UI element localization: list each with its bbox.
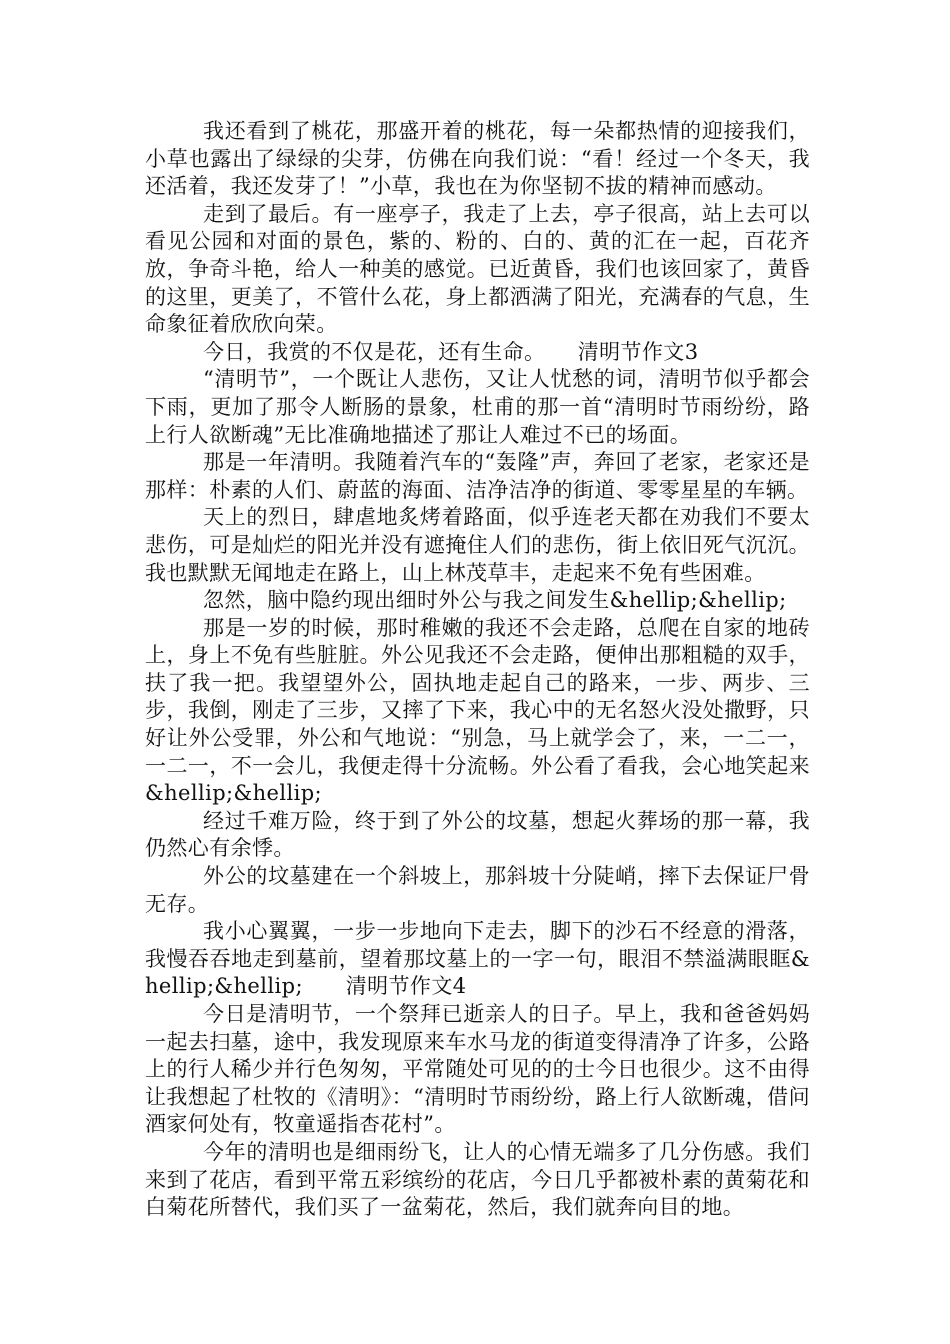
paragraph-essay-3-heading: 今日，我赏的不仅是花，还有生命。 清明节作文3 bbox=[203, 339, 699, 364]
paragraph-pavilion: 走到了最后。有一座亭子，我走了上去，亭子很高，站上去可以看见公园和对面的景色，紫的、粉的、白的、黄的汇在一起，百花齐放，争奇斗艳，给人一种美的感觉。已近黄昏，我们也该回家了，黄昏的这里，更美了，不管什么花，身上都洒满了阳光，充满春的气息，生命象征着欣欣向荣。 bbox=[145, 201, 810, 337]
paragraph-slope: 外公的坟墓建在一个斜坡上，那斜坡十分陡峭，摔下去保证尸骨无存。 bbox=[145, 864, 810, 916]
document-body bbox=[145, 118, 810, 1222]
paragraph-memory: 忽然，脑中隐约现出细时外公与我之间发生&hellip;&hellip; bbox=[203, 588, 787, 613]
paragraph-learning-to-walk: 那是一岁的时候，那时稚嫩的我还不会走路，总爬在自家的地砖上，身上不免有些脏脏。外公见我还不会走路，便伸出那粗糙的双手，扶了我一把。我望望外公，固执地走起自己的路来，一步、两步、三步，我倒，刚走了三步，又摔了下来，我心中的无名怒火没处撒野，只好让外公受罪，外公和气地说：“别急，马上就学会了，来，一二一，一二一，不一会儿，我便走得十分流畅。外公看了看我，会心地笑起来&hellip;&hellip; bbox=[145, 615, 810, 806]
paragraph-scorching-sun: 天上的烈日，肆虐地炙烤着路面，似乎连老天都在劝我们不要太悲伤，可是灿烂的阳光并没有遮掩住人们的悲伤，街上依旧死气沉沉。我也默默无闻地走在路上，山上林茂草丰，走起来不免有些困难。 bbox=[145, 505, 810, 585]
paragraph-hometown: 那是一年清明。我随着汽车的“轰隆”声，奔回了老家，老家还是那样：朴素的人们、蔚蓝的海面、洁净洁净的街道、零零星星的车辆。 bbox=[145, 450, 810, 502]
paragraph-tears: 我小心翼翼，一步一步地向下走去，脚下的沙石不经意的滑落，我慢吞吞地走到墓前，望着那坟墓上的一字一句，眼泪不禁溢满眼眶&hellip;&hellip; 清明节作文4 bbox=[145, 919, 810, 999]
paragraph-qingming-day: 今日是清明节，一个祭拜已逝亲人的日子。早上，我和爸爸妈妈一起去扫墓，途中，我发现原来车水马龙的街道变得清净了许多，公路上的行人稀少并行色匆匆，平常随处可见的的士今日也很少。这不由得让我想起了杜牧的《清明》：“清明时节雨纷纷，路上行人欲断魂，借问酒家何处有，牧童遥指杏花村”。 bbox=[145, 1002, 810, 1137]
paragraph-qingming-intro: “清明节”，一个既让人悲伤，又让人忧愁的词，清明节似乎都会下雨，更加了那令人断肠的景象，杜甫的那一首“清明时节雨纷纷，路上行人欲断魂”无比准确地描述了那让人难过不已的场面。 bbox=[145, 367, 810, 447]
paragraph-peach-blossoms: 我还看到了桃花，那盛开着的桃花，每一朵都热情的迎接我们，小草也露出了绿绿的尖芽，仿佛在向我们说：“看！经过一个冬天，我还活着，我还发芽了！”小草，我也在为你坚韧不拔的精神而感动。 bbox=[145, 119, 810, 199]
paragraph-reaching-grave: 经过千难万险，终于到了外公的坟墓，想起火葬场的那一幕，我仍然心有余悸。 bbox=[145, 808, 810, 861]
paragraph-flower-shop: 今年的清明也是细雨纷飞，让人的心情无端多了几分伤感。我们来到了花店，看到平常五彩缤纷的花店，今日几乎都被朴素的黄菊花和白菊花所替代，我们买了一盆菊花，然后，我们就奔向目的地。 bbox=[145, 1139, 810, 1220]
